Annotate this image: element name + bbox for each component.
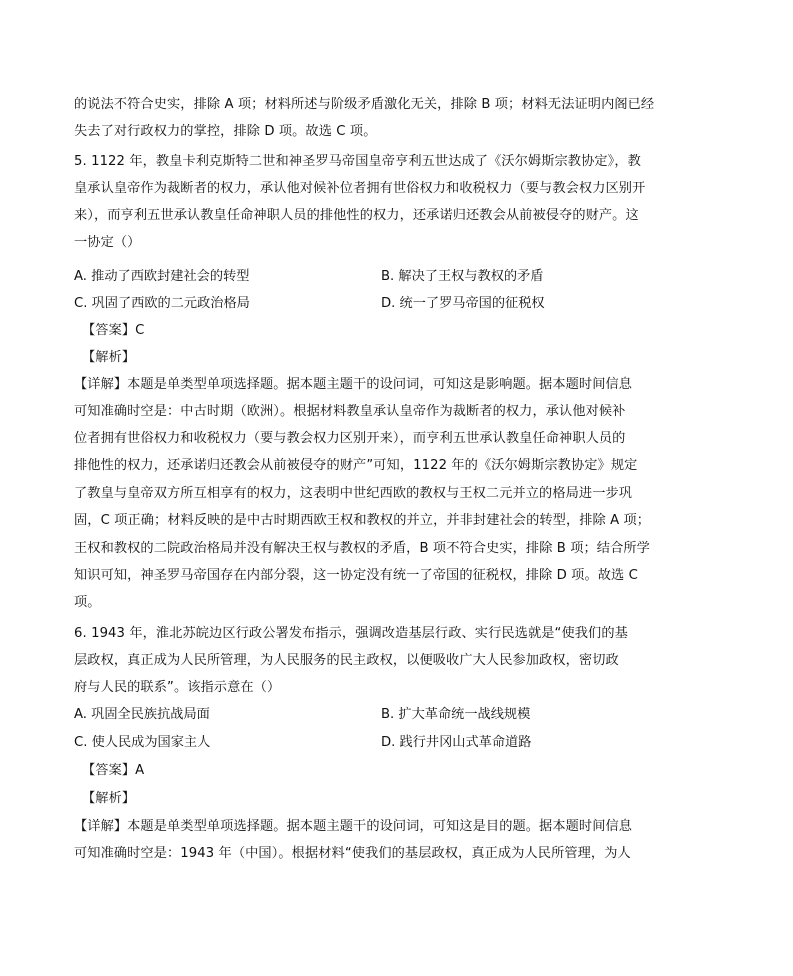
q6-answer: 【答案】A: [82, 763, 145, 778]
q5-detail-line-9: 项。: [74, 595, 101, 610]
q5-detail-line-5: 了教皇与皇帝双方所互相享有的权力，这表明中世纪西欧的教权与王权二元并立的格局进一步巩: [74, 486, 633, 501]
q5-detail-line-3: 位者拥有世俗权力和收税权力（要与教会权力区别开来），而亨利五世承认教皇任命神职人员的: [74, 431, 626, 446]
q5-detail-line-8: 知识可知，神圣罗马帝国存在内部分裂，这一协定没有统一了帝国的征税权，排除 D 项。故选 C: [74, 568, 638, 583]
q5-stem-line-4: 一协定（）: [74, 235, 141, 250]
q6-option-c: C. 使人民成为国家主人: [74, 735, 211, 750]
q5-detail-line-6: 固，C 项正确；材料反映的是中古时期西欧王权和教权的并立，并非封建社会的转型，排除 A 项；: [74, 513, 651, 528]
q5-option-c: C. 巩固了西欧的二元政治格局: [74, 296, 250, 311]
q5-option-d: D. 统一了罗马帝国的征税权: [381, 296, 545, 311]
q5-detail-line-4: 排他性的权力，还承诺归还教会从前被侵夺的财产”可知，1122 年的《沃尔姆斯宗教协定》规定: [74, 458, 638, 473]
intro-line-2: 失去了对行政权力的掌控，排除 D 项。故选 C 项。: [74, 124, 377, 139]
q5-option-b: B. 解决了王权与教权的矛盾: [381, 269, 544, 284]
q5-option-a: A. 推动了西欧封建社会的转型: [74, 269, 250, 284]
q6-stem-line-2: 层政权，真正成为人民所管理，为人民服务的民主政权，以便吸收广大人民参加政权，密切政: [74, 653, 619, 668]
q6-detail-line-2: 可知准确时空是：1943 年（中国）。根据材料“使我们的基层政权，真正成为人民所管理，为人: [74, 846, 631, 861]
q5-detail-line-2: 可知准确时空是：中古时期（欧洲）。根据材料教皇承认皇帝作为裁断者的权力，承认他对候补: [74, 404, 626, 419]
q5-detail-line-1: 【详解】本题是单类型单项选择题。据本题主题干的设问词，可知这是影响题。据本题时间信息: [74, 377, 633, 392]
q5-stem-line-2: 皇承认皇帝作为裁断者的权力，承认他对候补位者拥有世俗权力和收税权力（要与教会权力区别开: [74, 181, 646, 196]
q6-analysis-label: 【解析】: [82, 791, 136, 806]
intro-line-1: 的说法不符合史实，排除 A 项；材料所述与阶级矛盾激化无关，排除 B 项；材料无法证明内阁已经: [74, 97, 655, 112]
q6-stem-line-1: 6. 1943 年，淮北苏皖边区行政公署发布指示，强调改造基层行政、实行民选就是“使我们的基: [74, 626, 628, 641]
q6-detail-line-1: 【详解】本题是单类型单项选择题。据本题主题干的设问词，可知这是目的题。据本题时间信息: [74, 819, 633, 834]
q5-stem-line-1: 5. 1122 年，教皇卡利克斯特二世和神圣罗马帝国皇帝亨利五世达成了《沃尔姆斯宗教协定》，教: [74, 154, 641, 169]
q6-stem-line-3: 府与人民的联系”。该指示意在（）: [74, 680, 281, 695]
q6-option-b: B. 扩大革命统一战线规模: [381, 707, 531, 722]
q5-detail-line-7: 王权和教权的二院政治格局并没有解决王权与教权的矛盾，B 项不符合史实，排除 B 项；结合所学: [74, 541, 650, 556]
q5-answer: 【答案】C: [82, 323, 145, 338]
q6-option-a: A. 巩固全民族抗战局面: [74, 707, 210, 722]
q5-analysis-label: 【解析】: [82, 350, 136, 365]
q5-stem-line-3: 来），而亨利五世承认教皇任命神职人员的排他性的权力，还承诺归还教会从前被侵夺的财产。这: [74, 208, 639, 223]
q6-option-d: D. 践行井冈山式革命道路: [381, 735, 532, 750]
